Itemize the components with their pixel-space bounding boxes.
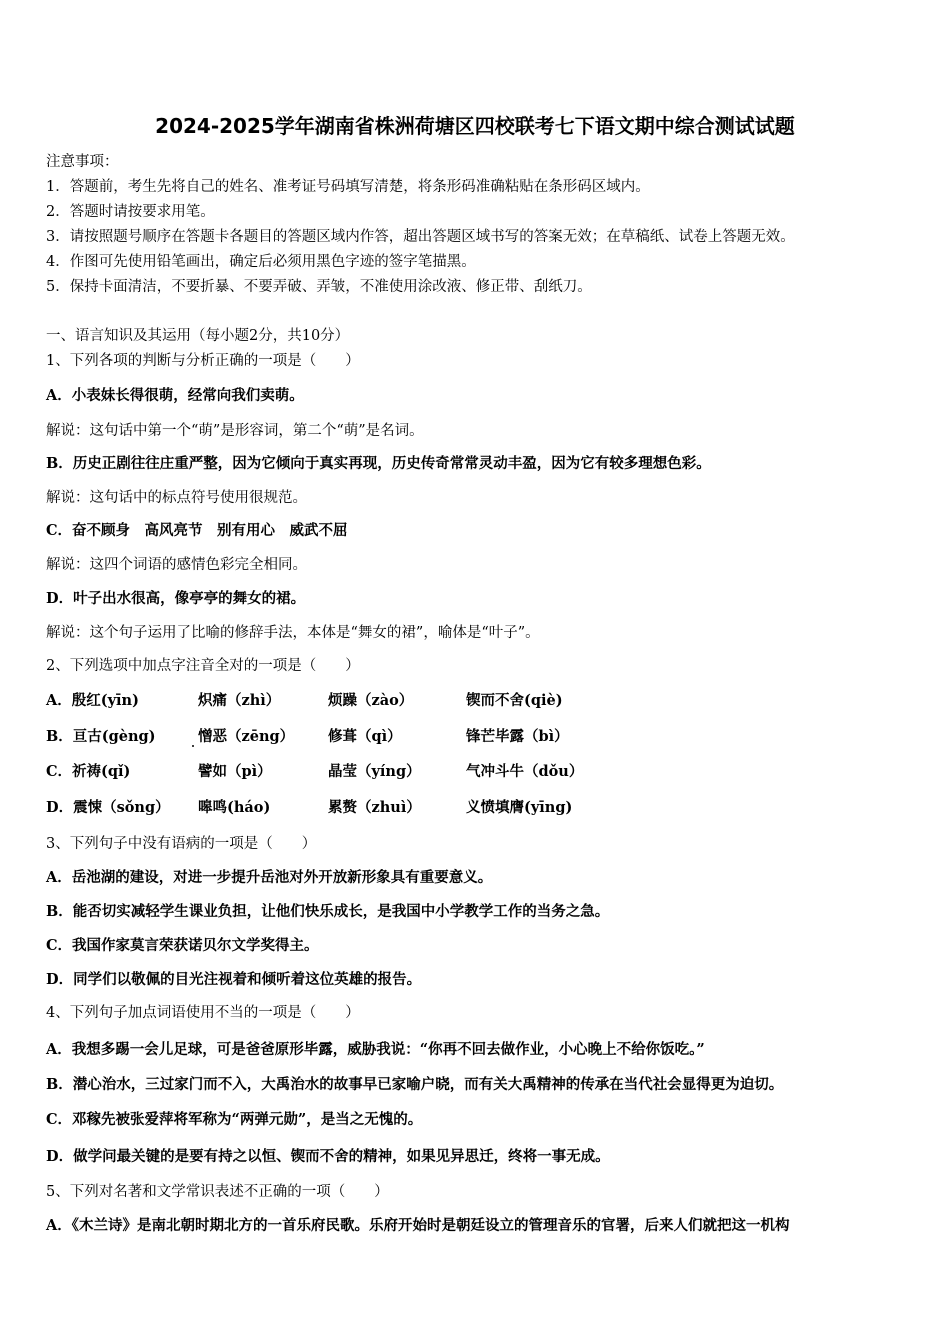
q2-option-a-word-3: 烦躁（zào） <box>328 692 414 709</box>
q2-option-a-word-1: A．殷红(yīn) <box>46 692 139 709</box>
q2-option-b-word-4: 锋芒毕露（bì） <box>466 728 569 745</box>
q2-option-c-word-1: C．祈祷(qǐ) <box>46 763 131 780</box>
q2-option-b-word-2: 憎恶（zēng） <box>198 728 295 745</box>
q4-option-b: B．潜心治水，三过家门而不入，大禹治水的故事早已家喻户晓，而有关大禹精神的传承在当代社会显得更为迫切。 <box>46 1076 784 1093</box>
q1-explanation-c: 解说：这四个词语的感情色彩完全相同。 <box>46 557 307 573</box>
q5-option-a: A．《木兰诗》是南北朝时期北方的一首乐府民歌。乐府开始时是朝廷设立的管理音乐的官署，后来人们就把这一机构 <box>46 1217 790 1234</box>
q1-option-d: D．叶子出水很高，像亭亭的舞女的裙。 <box>46 590 306 607</box>
q3-stem: 3、下列句子中没有语病的一项是（ ） <box>46 836 317 852</box>
q4-option-a: A．我想多踢一会儿足球，可是爸爸原形毕露，威胁我说：“你再不回去做作业，小心晚上不给你饭吃。” <box>46 1041 705 1058</box>
q1-explanation-a: 解说：这句话中第一个“萌”是形容词，第二个“萌”是名词。 <box>46 423 424 439</box>
page-title: 2024-2025学年湖南省株洲荷塘区四校联考七下语文期中综合测试试题 <box>155 114 795 138</box>
q2-option-d-word-4: 义愤填膺(yīng) <box>466 799 573 816</box>
q3-option-d: D．同学们以敬佩的目光注视着和倾听着这位英雄的报告。 <box>46 971 422 988</box>
q2-option-a-word-2: 炽痛（zhì） <box>198 692 281 709</box>
q2-option-d-word-1: D．震悚（sǒng） <box>46 799 170 816</box>
q4-stem: 4、下列句子加点词语使用不当的一项是（ ） <box>46 1005 360 1021</box>
q3-option-b: B．能否切实减轻学生课业负担，让他们快乐成长，是我国中小学教学工作的当务之急。 <box>46 903 610 920</box>
q2-option-c-word-2: 譬如（pì） <box>198 763 272 780</box>
q2-option-a-word-4: 锲而不舍(qiè) <box>466 692 563 709</box>
notice-item-2: 2．答题时请按要求用笔。 <box>46 204 215 220</box>
q4-option-c: C．邓稼先被张爱萍将军称为“两弹元勋”，是当之无愧的。 <box>46 1111 423 1128</box>
section-heading: 一、语言知识及其运用（每小题2分，共10分） <box>46 328 350 344</box>
notice-item-1: 1．答题前，考生先将自己的姓名、准考证号码填写清楚，将条形码准确粘贴在条形码区域内。 <box>46 179 650 195</box>
q2-option-b-word-3: 修葺（qì） <box>328 728 402 745</box>
notice-heading: 注意事项： <box>46 154 119 170</box>
q2-option-b-word-1: B．亘古(gèng) <box>46 728 156 745</box>
q1-explanation-b: 解说：这句话中的标点符号使用很规范。 <box>46 490 307 506</box>
q2-option-d-word-3: 累赘（zhuì） <box>328 799 421 816</box>
q2-option-b <box>46 727 906 747</box>
q3-option-c: C．我国作家莫言荣获诺贝尔文学奖得主。 <box>46 937 319 954</box>
notice-item-4: 4．作图可先使用铅笔画出，确定后必须用黑色字迹的签字笔描黑。 <box>46 254 476 270</box>
q4-option-d: D．做学问最关键的是要有持之以恒、锲而不舍的精神，如果见异思迁，终将一事无成。 <box>46 1148 610 1165</box>
q1-option-c: C．奋不顾身 高风亮节 别有用心 威武不屈 <box>46 522 348 539</box>
emphasis-dot-mark <box>192 745 194 747</box>
q1-option-a: A．小表妹长得很萌，经常向我们卖萌。 <box>46 387 304 404</box>
q1-option-b: B．历史正剧往往庄重严整，因为它倾向于真实再现，历史传奇常常灵动丰盈，因为它有较多理想色彩。 <box>46 455 711 472</box>
q2-option-c-word-4: 气冲斗牛（dǒu） <box>466 763 584 780</box>
q2-option-d <box>46 798 906 818</box>
q2-option-a <box>46 691 906 711</box>
notice-item-5: 5．保持卡面清洁，不要折暴、不要弄破、弄皱，不准使用涂改液、修正带、刮纸刀。 <box>46 279 592 295</box>
notice-item-3: 3．请按照题号顺序在答题卡各题目的答题区域内作答，超出答题区域书写的答案无效；在草稿纸、试卷上答题无效。 <box>46 229 795 245</box>
q3-option-a: A．岳池湖的建设，对进一步提升岳池对外开放新形象具有重要意义。 <box>46 869 493 886</box>
q1-stem: 1、下列各项的判断与分析正确的一项是（ ） <box>46 353 360 369</box>
q2-option-c-word-3: 晶莹（yíng） <box>328 763 421 780</box>
q2-stem: 2、下列选项中加点字注音全对的一项是（ ） <box>46 658 360 674</box>
q2-option-d-word-2: 嗥鸣(háo) <box>198 799 271 816</box>
q2-option-c <box>46 762 906 782</box>
q1-explanation-d: 解说：这个句子运用了比喻的修辞手法，本体是“舞女的裙”，喻体是“叶子”。 <box>46 625 540 641</box>
q5-stem: 5、下列对名著和文学常识表述不正确的一项（ ） <box>46 1184 389 1200</box>
